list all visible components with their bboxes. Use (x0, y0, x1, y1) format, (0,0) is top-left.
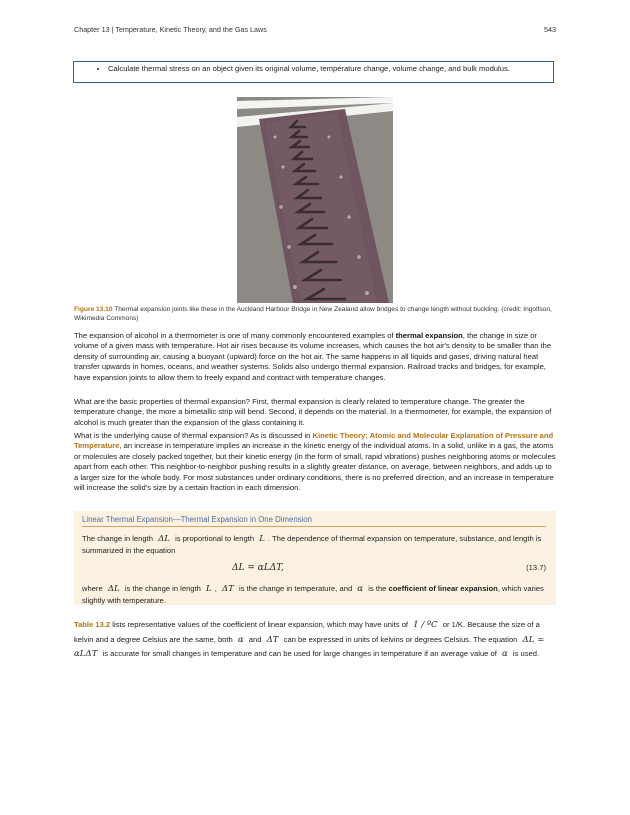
p1-text-a: The expansion of alcohol in a thermometer is one of many commonly encountered examples of (74, 331, 396, 340)
symbol-l: L (259, 534, 265, 544)
unit-per-celsius: 1 / ºC (413, 620, 438, 630)
symbol-delta-l: ΔL (158, 534, 170, 544)
symbol-delta-t: ΔT (266, 634, 279, 645)
callout-intro (82, 533, 546, 557)
final-text: lists representative values of the coefficient of linear expansion, which may have units of (110, 620, 411, 629)
term-coefficient-linear-expansion: coefficient of linear expansion (388, 584, 498, 593)
final-text: and (248, 634, 262, 644)
equation-row (82, 559, 546, 579)
callout-text: The change in length (82, 534, 153, 543)
final-text: is used. (512, 649, 540, 659)
callout-text: , (214, 584, 217, 593)
callout-where (82, 583, 546, 607)
symbol-alpha: α (237, 634, 244, 645)
callout-text: , which varies slightly with temperature. (82, 584, 544, 605)
callout-text: is the change in temperature, and (239, 584, 353, 593)
p3-text-a: What is the underlying cause of thermal expansion? As is discussed in (74, 431, 313, 440)
callout-text: . The dependence of thermal expansion on temperature, substance, and length is summarized in the equation (82, 534, 542, 555)
callout-text: where (82, 584, 103, 593)
page-header (74, 25, 556, 34)
equation-13-7: ΔL = αLΔT, (232, 563, 284, 573)
symbol-alpha: α (357, 584, 364, 594)
equation-number: (13.7) (526, 563, 546, 572)
table-13-2-link[interactable]: Table 13.2 (74, 620, 111, 629)
figure-photo (237, 97, 393, 303)
symbol-l: L (205, 584, 212, 594)
final-text: is accurate for small changes in temperature and can be used for large changes in temperature if an average value of (102, 649, 497, 659)
final-text: can be expressed in units of kelvins or degrees Celsius. The equation (283, 634, 518, 644)
objective-item: • Calculate thermal stress on an object given its original volume, temperature change, volume change, and bulk modulus. (108, 64, 543, 74)
inline-equation: ΔL = αLΔT (74, 634, 545, 660)
linear-expansion-callout (74, 511, 556, 605)
term-thermal-expansion: thermal expansion (395, 331, 463, 340)
kinetic-theory-link[interactable]: Kinetic Theory: Atomic and Molecular Explanation of Pressure and Temperature (74, 431, 554, 451)
callout-text: is proportional to length (175, 534, 255, 543)
page-number: 543 (544, 25, 556, 34)
callout-text: is the (368, 584, 387, 593)
symbol-alpha: α (501, 649, 508, 660)
p1-text-b: , the change in size or volume of a given mass with temperature. Hot air rises because its volume increases, which causes the hot air's density to be smaller than the density of surrounding air, causing a buoyant (upward) force on the hot air. The same happens in all liquids and gases, driving natural heat transfer upwards in homes, oceans, and weather systems. Solids also undergo thermal expansion. Railroad tracks and bridges, for example, have expansion joints to allow them to freely expand and contract with temperature changes. (74, 331, 552, 382)
symbol-delta-t: ΔT (221, 584, 234, 594)
p3-text-b: , an increase in temperature implies an increase in the kinetic energy of the individual atoms. In a solid, unlike in a gas, the atoms or molecules are closely packed together, but their kinetic energy (in the form of small, rapid vibrations) pushes neighboring atoms or molecules apart from each other. This neighbor-to-neighbor pushing results in a slightly greater distance, on average, between neighbors, and adds up to a larger size for the whole body. For most substances under ordinary conditions, there is no preferred direction, and an increase in temperature will increase the solid's size by a certain fraction in each dimension. (74, 441, 556, 493)
symbol-delta-l: ΔL (107, 584, 120, 594)
paragraph-table-reference (74, 618, 556, 662)
final-text: or 1/K. Because the size of a kelvin and a degree Celsius are the same, both (74, 620, 540, 644)
callout-text: is the change in length (124, 584, 201, 593)
figure-label: Figure 13.10 (74, 306, 113, 313)
expansion-joint-photo (237, 97, 393, 303)
paragraph-underlying-cause (74, 431, 556, 493)
figure-caption-text: Thermal expansion joints like these in the Auckland Harbour Bridge in New Zealand allow bridges to change length without buckling. (credit: Ingolfson, Wikimedia Commons) (74, 306, 552, 322)
learning-objectives-box (73, 61, 554, 83)
figure-caption (74, 306, 556, 323)
paragraph-basic-properties: What are the basic properties of thermal expansion? First, thermal expansion is clearly related to temperature change. The greater the temperature change, the more a bimetallic strip will bend. Second, it depends on the material. In a thermometer, for example, the expansion of alcohol is much greater than the expansion of the glass containing it. (74, 397, 552, 427)
chapter-title: Chapter 13 | Temperature, Kinetic Theory, and the Gas Laws (74, 25, 267, 34)
callout-title: Linear Thermal Expansion—Thermal Expansion in One Dimension (82, 515, 546, 527)
paragraph-thermal-expansion (74, 331, 556, 383)
